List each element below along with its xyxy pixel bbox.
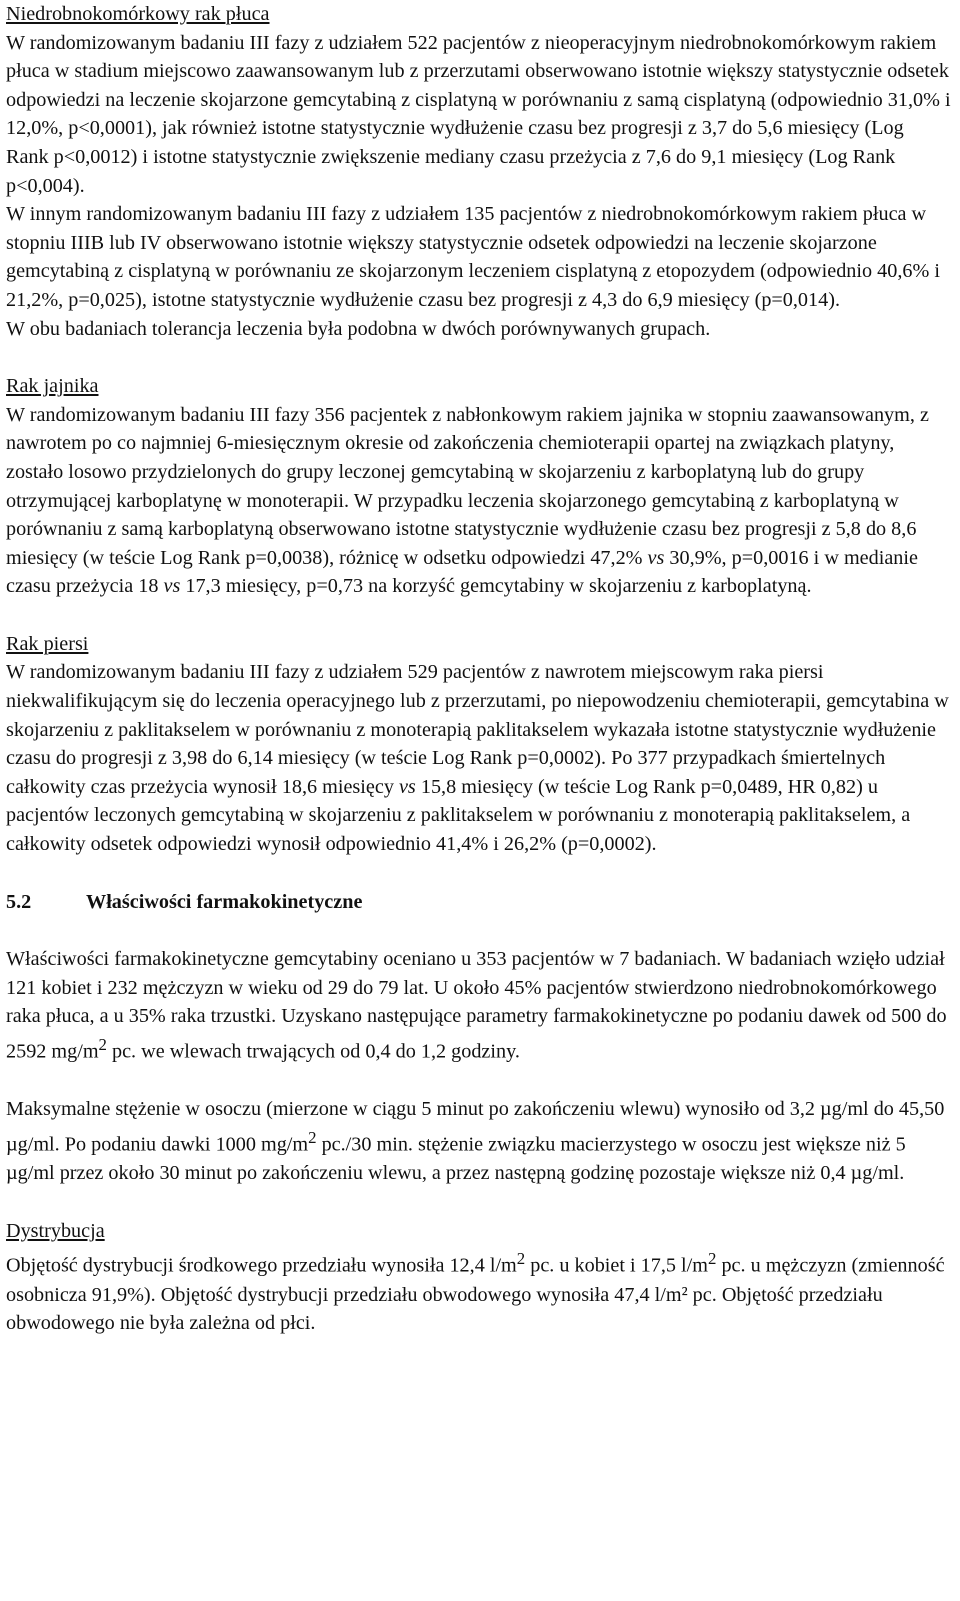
spacer <box>6 343 951 372</box>
nsclc-paragraph-1: W randomizowanym badaniu III fazy z udziałem 522 pacjentów z nieoperacyjnym niedrobnokomórkowym rakiem płuca w stadium miejscowo zaawansowanym lub z przerzutami obserwowano istotnie większy statystycznie odsetek odpowiedzi na leczenie skojarzone gemcytabiną z cisplatyną w porównaniu z samą cisplatyną (odpowiednio 31,0% i 12,0%, p<0,0001), jak również istotne statystycznie wydłużenie czasu bez progresji z 3,7 do 5,6 miesięcy (Log Rank p<0,0012) i istotne statystycznie zwiększenie mediany czasu przeżycia z 7,6 do 9,1 miesięcy (Log Rank p<0,004). <box>6 31 951 197</box>
nsclc-paragraph-3: W obu badaniach tolerancja leczenia była podobna w dwóch porównywanych grupach. <box>6 317 711 340</box>
spacer <box>6 1066 951 1095</box>
nsclc-paragraph-2: W innym randomizowanym badaniu III fazy z udziałem 135 pacjentów z niedrobnokomórkowym rakiem płuca w stopniu IIIB lub IV obserwowano istotnie większy statystycznie odsetek odpowiedzi na leczenie skojarzone gemcytabiną z cisplatyną w porównaniu ze skojarzonym leczeniem cisplatyną z etopozydem (odpowiednio 40,6% i 21,2%, p=0,025), istotne statystycznie wydłużenie czasu bez progresji z 4,3 do 6,9 miesięcy (p=0,014). <box>6 203 940 311</box>
spacer <box>6 859 951 888</box>
section-title-ovarian: Rak jajnika <box>6 375 99 398</box>
distribution-paragraph-1: Objętość dystrybucji środkowego przedziału wynosiła 12,4 $l/m^2$ pc. u kobiet i 17,5 $l/m^2$ pc. u mężczyzn (zmienność osobnicza 91,9%). Objętość dystrybucji przedziału obwodowego wynosiła 47,4 l/m² pc. Objętość przedziału obwodowego nie była zależna od płci. <box>6 1249 945 1335</box>
section-title-breast: Rak piersi <box>6 632 89 655</box>
pk-paragraph-2: Maksymalne stężenie w osoczu (mierzone w ciągu 5 minut po zakończeniu wlewu) wynosiło od 3,2 µg/ml do 45,50 µg/ml. Po podaniu dawki 1000 $mg/m^2$ pc./30 min. stężenie związku macierzystego w osoczu jest większe niż 5 µg/ml przez około 30 minut po zakończeniu wlewu, a przez następną godzinę pozostaje większe niż 0,4 µg/ml. <box>6 1098 945 1185</box>
section-number: 5.2 <box>6 890 32 913</box>
breast-paragraph-1: W randomizowanym badaniu III fazy z udziałem 529 pacjentów z nawrotem miejscowym raka piersi niekwalifikującym się do leczenia operacyjnego lub z przerzutami, po niepowodzeniu chemioterapii, gemcytabina w skojarzeniu z paklitakselem w porównaniu z monoterapią paklitakselem wykazała istotne statystycznie wydłużenie czasu do progresji z 3,98 do 6,14 miesięcy (w teście Log Rank p=0,0002). Po 377 przypadkach śmiertelnych całkowity czas przeżycia wynosił 18,6 miesięcy vs 15,8 miesięcy (w teście Log Rank p=0,0489, HR 0,82) u pacjentów leczonych gemcytabiną w skojarzeniu z paklitakselem w porównaniu z monoterapią paklitakselem, a całkowity odsetek odpowiedzi wynosił odpowiednio 41,4% i 26,2% (p=0,0002). <box>6 661 949 856</box>
section-heading-title: Właściwości farmakokinetyczne <box>86 890 363 913</box>
spacer <box>6 1188 951 1217</box>
section-title-distribution: Dystrybucja <box>6 1219 105 1242</box>
section-title-nsclc: Niedrobnokomórkowy rak płuca <box>6 3 270 25</box>
spacer <box>6 601 951 630</box>
section-heading-pk <box>6 888 951 917</box>
ovarian-paragraph-1: W randomizowanym badaniu III fazy 356 pacjentek z nabłonkowym rakiem jajnika w stopniu zaawansowanym, z nawrotem po co najmniej 6-miesięcznym okresie od zakończenia chemioterapii opartej na związkach platyny, zostało losowo przydzielonych do grupy leczonej gemcytabiną w skojarzeniu z karboplatyną lub do grupy otrzymującej karboplatynę w monoterapii. W przypadku leczenia skojarzonego gemcytabiną z karboplatyną w porównaniu z samą karboplatyną obserwowano istotne statystycznie wydłużenie czasu bez progresji z 5,8 do 8,6 miesięcy (w teście Log Rank p=0,0038), różnicę w odsetku odpowiedzi 47,2% vs 30,9%, p=0,0016 i w medianie czasu przeżycia 18 vs 17,3 miesięcy, p=0,73 na korzyść gemcytabiny w skojarzeniu z karboplatyną. <box>6 403 929 598</box>
pk-paragraph-1: Właściwości farmakokinetyczne gemcytabiny oceniano u 353 pacjentów w 7 badaniach. W badaniach wzięło udział 121 kobiet i 232 mężczyzn w wieku od 29 do 79 lat. U około 45% pacjentów stwierdzono niedrobnokomórkowego raka płuca, a u 35% raka trzustki. Uzyskano następujące parametry farmakokinetyczne po podaniu dawek od 500 do 2592 $mg/m^2$ pc. we wlewach trwających od 0,4 do 1,2 godziny. <box>6 948 947 1063</box>
spacer <box>6 916 951 945</box>
